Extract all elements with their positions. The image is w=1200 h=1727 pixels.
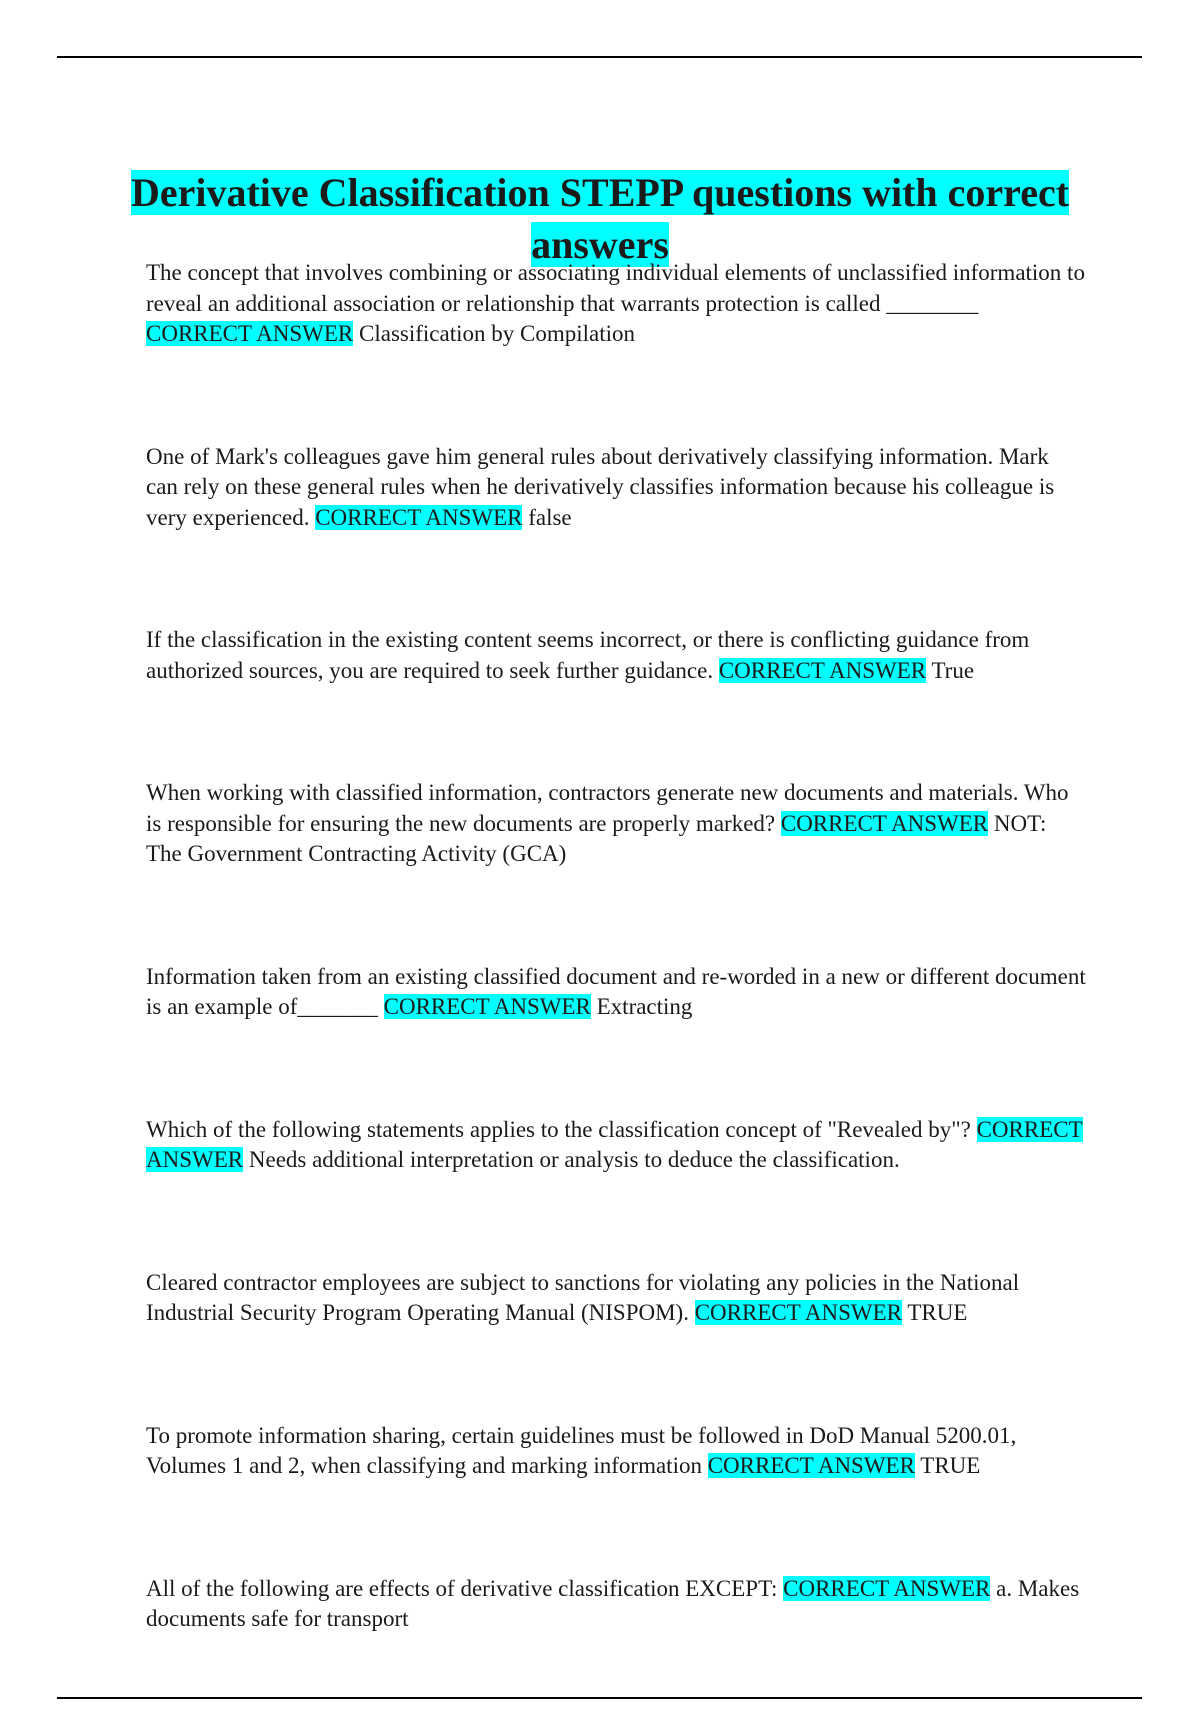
qa-list bbox=[146, 258, 1086, 1727]
answer-text: TRUE bbox=[920, 1453, 981, 1478]
qa-item bbox=[146, 625, 1086, 686]
correct-answer-label: CORRECT ANSWER bbox=[146, 321, 354, 346]
qa-item bbox=[146, 778, 1086, 870]
answer-text: TRUE bbox=[907, 1300, 968, 1325]
answer-text: NOT: The Government Contracting Activity (GCA) bbox=[146, 810, 1047, 866]
correct-answer-label: CORRECT ANSWER bbox=[780, 810, 989, 836]
answer-text: Extracting bbox=[596, 994, 693, 1019]
correct-answer-label: CORRECT ANSWER bbox=[315, 504, 523, 530]
qa-item bbox=[146, 1421, 1086, 1482]
page-title-text: Derivative Classification STEPP questions with correct answers bbox=[130, 169, 1070, 267]
question-text: To promote information sharing, certain guidelines must be followed in DoD Manual 5200.01, Volumes 1 and 2, when classifying and marking information bbox=[146, 1422, 1017, 1478]
qa-item bbox=[146, 962, 1086, 1023]
question-text: If the classification in the existing content seems incorrect, or there is conflicting guidance from authorized sources, you are required to seek further guidance. bbox=[146, 627, 1030, 683]
answer-text: Classification by Compilation bbox=[359, 321, 635, 346]
qa-item bbox=[146, 1115, 1086, 1176]
page-title bbox=[100, 167, 1100, 271]
answer-text: Needs additional interpretation or analysis to deduce the classification. bbox=[248, 1147, 900, 1172]
question-text: All of the following are effects of derivative classification EXCEPT: bbox=[146, 1575, 778, 1601]
correct-answer-label: CORRECT ANSWER bbox=[383, 994, 591, 1019]
footer-rule bbox=[57, 1697, 1142, 1699]
qa-item bbox=[146, 1268, 1086, 1329]
correct-answer-label: CORRECT ANSWER bbox=[707, 1453, 915, 1478]
question-text: When working with classified information, contractors generate new documents and materials. Who is responsible for ensuring the new documents are properly marked? bbox=[146, 780, 1069, 836]
question-text: Information taken from an existing classified document and re-worded in a new or different document is an example of_______ bbox=[146, 963, 1086, 1019]
qa-item bbox=[146, 1574, 1086, 1635]
question-text: Cleared contractor employees are subject to sanctions for violating any policies in the National Industrial Security Program Operating Manual (NISPOM). bbox=[146, 1269, 1020, 1325]
correct-answer-label: CORRECT ANSWER bbox=[783, 1575, 991, 1601]
correct-answer-label: CORRECT ANSWER bbox=[146, 1116, 1083, 1172]
question-text: The concept that involves combining or associating individual elements of unclassified information to reveal an additional association or relationship that warrants protection is called ________ bbox=[146, 260, 1085, 316]
correct-answer-label: CORRECT ANSWER bbox=[718, 657, 927, 683]
correct-answer-label: CORRECT ANSWER bbox=[694, 1300, 902, 1325]
answer-text: false bbox=[528, 504, 572, 530]
question-text: Which of the following statements applies to the classification concept of "Revealed by"? bbox=[146, 1116, 971, 1142]
header-rule bbox=[57, 56, 1142, 58]
question-text: One of Mark's colleagues gave him general rules about derivatively classifying information. Mark can rely on these general rules when he derivatively classifies information because his colleague is very experienced. bbox=[146, 443, 1055, 530]
qa-item bbox=[146, 258, 1086, 350]
answer-text: a. Makes documents safe for transport bbox=[146, 1575, 1080, 1631]
answer-text: True bbox=[931, 657, 975, 683]
qa-item bbox=[146, 442, 1086, 534]
